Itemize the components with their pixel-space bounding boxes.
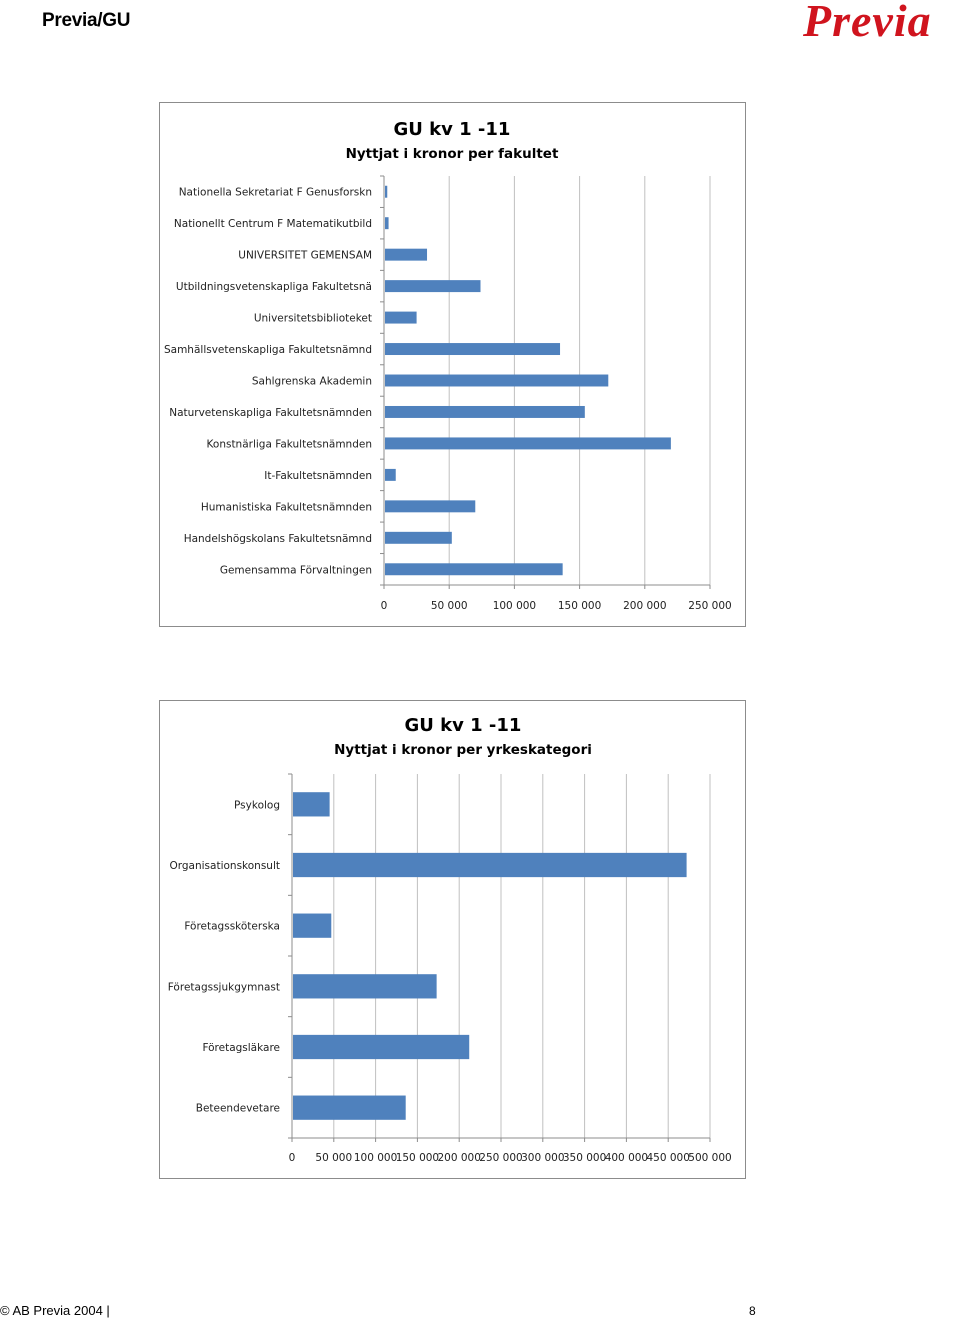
- x-tick-label: 0: [288, 1152, 296, 1164]
- chart-per-yrkeskategori: [159, 700, 746, 1179]
- chart-title: GU kv 1 -11: [404, 715, 522, 736]
- bar: [385, 249, 427, 261]
- category-label: Handelshögskolans Fakultetsnämnd: [183, 532, 372, 545]
- category-label: Samhällsvetenskapliga Fakultetsnämnd: [163, 344, 372, 357]
- bar: [385, 343, 560, 355]
- x-tick-label: 500 000: [688, 1152, 732, 1164]
- x-tick-label: 250 000: [688, 600, 732, 612]
- x-tick-label: 50 000: [430, 600, 468, 612]
- x-tick-label: 450 000: [646, 1152, 690, 1164]
- category-label: It-Fakultetsnämnden: [264, 469, 372, 482]
- category-label: Beteendevetare: [195, 1102, 280, 1115]
- x-tick-label: 250 000: [479, 1152, 523, 1164]
- bar: [385, 186, 387, 198]
- chart-subtitle: Nyttjat i kronor per yrkeskategori: [334, 742, 592, 758]
- category-label: Företagsläkare: [202, 1042, 280, 1054]
- category-label: Humanistiska Fakultetsnämnden: [200, 501, 372, 514]
- bar: [293, 1035, 469, 1059]
- x-tick-label: 150 000: [557, 600, 602, 612]
- bar: [385, 280, 480, 292]
- bar: [385, 469, 396, 481]
- x-tick-label: 200 000: [623, 600, 667, 612]
- bar: [385, 437, 671, 449]
- category-label: Nationellt Centrum F Matematikutbild: [173, 218, 372, 231]
- chart-per-fakultet: [159, 102, 746, 627]
- category-label: Konstnärliga Fakultetsnämnden: [206, 438, 372, 451]
- category-label: UNIVERSITET GEMENSAM: [238, 249, 372, 262]
- bar: [293, 1096, 406, 1120]
- category-label: Organisationskonsult: [169, 860, 280, 872]
- chart-title: GU kv 1 -11: [393, 119, 511, 140]
- category-label: Nationella Sekretariat F Genusforskn: [178, 186, 372, 199]
- footer-page-number: 8: [749, 1304, 756, 1318]
- category-label: Naturvetenskapliga Fakultetsnämnden: [169, 406, 372, 419]
- x-tick-label: 200 000: [437, 1152, 481, 1164]
- page-header-title: Previa/GU: [42, 10, 131, 31]
- chart-per-yrkeskategori-svg: [160, 701, 745, 1178]
- x-tick-label: 50 000: [315, 1152, 353, 1164]
- category-label: Gemensamma Förvaltningen: [219, 564, 372, 577]
- x-tick-label: 150 000: [395, 1152, 440, 1164]
- x-tick-label: 350 000: [562, 1152, 607, 1164]
- x-tick-label: 100 000: [353, 1152, 398, 1164]
- x-tick-label: 400 000: [604, 1152, 649, 1164]
- bar: [385, 532, 452, 544]
- x-tick-label: 300 000: [521, 1152, 565, 1164]
- bar: [293, 974, 437, 998]
- category-label: Företagssköterska: [184, 920, 280, 933]
- category-label: Universitetsbiblioteket: [253, 312, 372, 325]
- bar: [293, 853, 687, 877]
- category-label: Sahlgrenska Akademin: [251, 375, 372, 388]
- bar: [293, 792, 330, 816]
- bar: [385, 217, 389, 229]
- chart-subtitle: Nyttjat i kronor per fakultet: [345, 146, 559, 162]
- category-label: Utbildningsvetenskapliga Fakultetsnä: [175, 281, 372, 294]
- category-label: Företagssjukgymnast: [167, 981, 280, 994]
- previa-logo: Previa: [803, 0, 932, 46]
- chart-per-fakultet-svg: [160, 103, 745, 626]
- x-tick-label: 100 000: [492, 600, 537, 612]
- x-tick-label: 0: [380, 600, 388, 612]
- bar: [293, 914, 331, 938]
- bar: [385, 500, 475, 512]
- category-label: Psykolog: [234, 799, 280, 812]
- footer-copyright: © AB Previa 2004 |: [0, 1303, 110, 1318]
- bar: [385, 406, 585, 418]
- bar: [385, 312, 417, 324]
- bar: [385, 563, 563, 575]
- bar: [385, 375, 608, 387]
